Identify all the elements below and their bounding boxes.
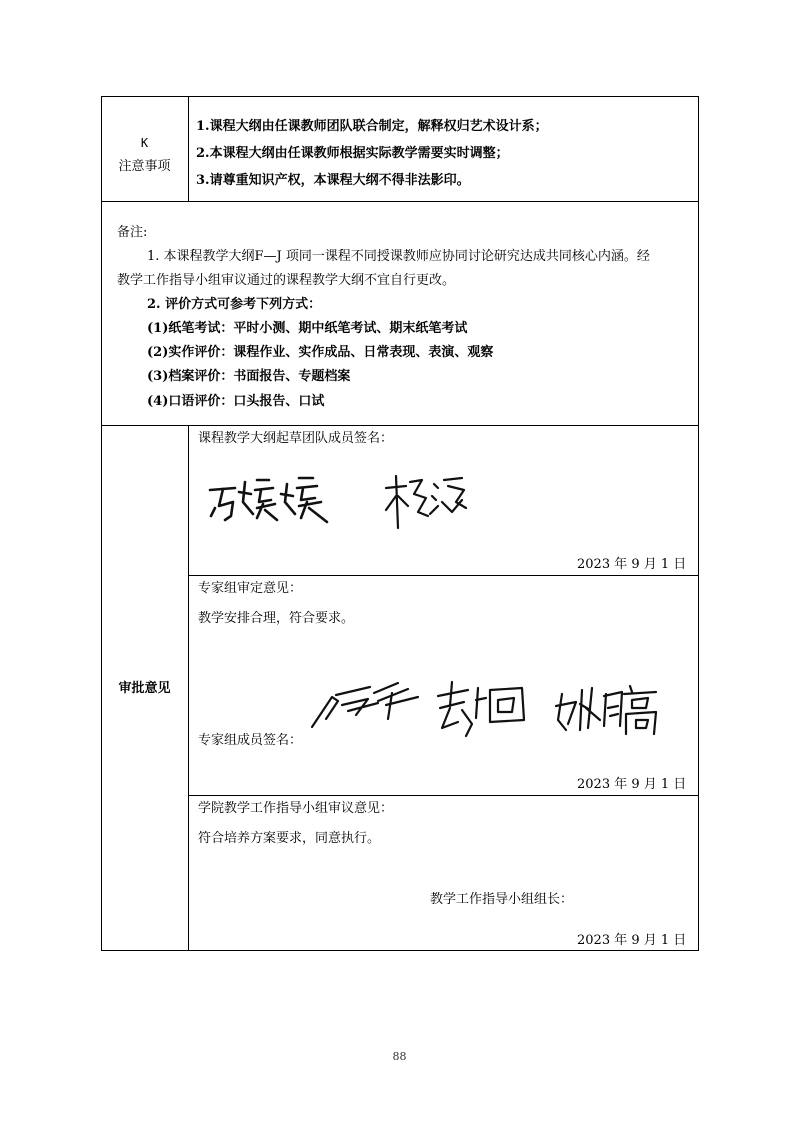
college-opinion: 符合培养方案要求，同意执行。	[198, 831, 381, 846]
evaluation-method: (4)口语评价：口头报告、口试	[147, 394, 325, 409]
evaluation-method: (3)档案评价：书面报告、专题档案	[147, 369, 351, 384]
column-divider	[188, 425, 189, 951]
college-heading: 学院教学工作指导小组审议意见：	[198, 801, 394, 816]
row-divider	[101, 201, 699, 202]
row-divider	[188, 575, 699, 576]
remarks-line: 教学工作指导小组审议通过的课程教学大纲不宜自行更改。	[117, 273, 456, 288]
row-divider	[188, 795, 699, 796]
expert-signature-2	[432, 678, 532, 740]
expert-sign-label: 专家组成员签名：	[198, 733, 303, 748]
notes-item: 2.本课程大纲由任课教师根据实际教学需要实时调整；	[196, 146, 509, 161]
college-leader-label: 教学工作指导小组组长：	[430, 892, 574, 907]
notes-label-top: K	[140, 136, 149, 150]
notes-label: 注意事项	[118, 159, 171, 174]
signature-yang-jie	[378, 472, 473, 532]
expert-signature-1	[308, 675, 423, 730]
remarks-heading: 备注:	[117, 225, 148, 240]
page-number: 88	[392, 1050, 407, 1063]
drafting-heading: 课程教学大纲起草团队成员签名：	[198, 431, 394, 446]
expert-date: 2023 年 9 月 1 日	[577, 777, 687, 792]
remarks-line: 1. 本课程教学大纲F—J 项同一课程不同授课教师应协同讨论研究达成共同核心内涵。经	[147, 249, 650, 264]
approval-label: 审批意见	[118, 681, 171, 696]
signature-wan-yuanyuan	[205, 472, 340, 527]
drafting-date: 2023 年 9 月 1 日	[577, 557, 687, 572]
column-divider	[188, 96, 189, 202]
expert-opinion: 教学安排合理，符合要求。	[198, 611, 355, 626]
remarks-line: 2. 评价方式可参考下列方式：	[147, 297, 322, 312]
notes-item: 1.课程大纲由任课教师团队联合制定，解释权归艺术设计系；	[196, 119, 548, 134]
expert-heading: 专家组审定意见：	[198, 581, 303, 596]
evaluation-method: (2)实作评价：课程作业、实作成品、日常表现、表演、观察	[147, 345, 494, 360]
college-date: 2023 年 9 月 1 日	[577, 933, 687, 948]
row-divider	[101, 425, 699, 426]
evaluation-method: (1)纸笔考试：平时小测、期中纸笔考试、期末纸笔考试	[147, 321, 468, 336]
expert-signature-3	[552, 680, 667, 738]
notes-item: 3.请尊重知识产权，本课程大纲不得非法影印。	[196, 173, 470, 188]
